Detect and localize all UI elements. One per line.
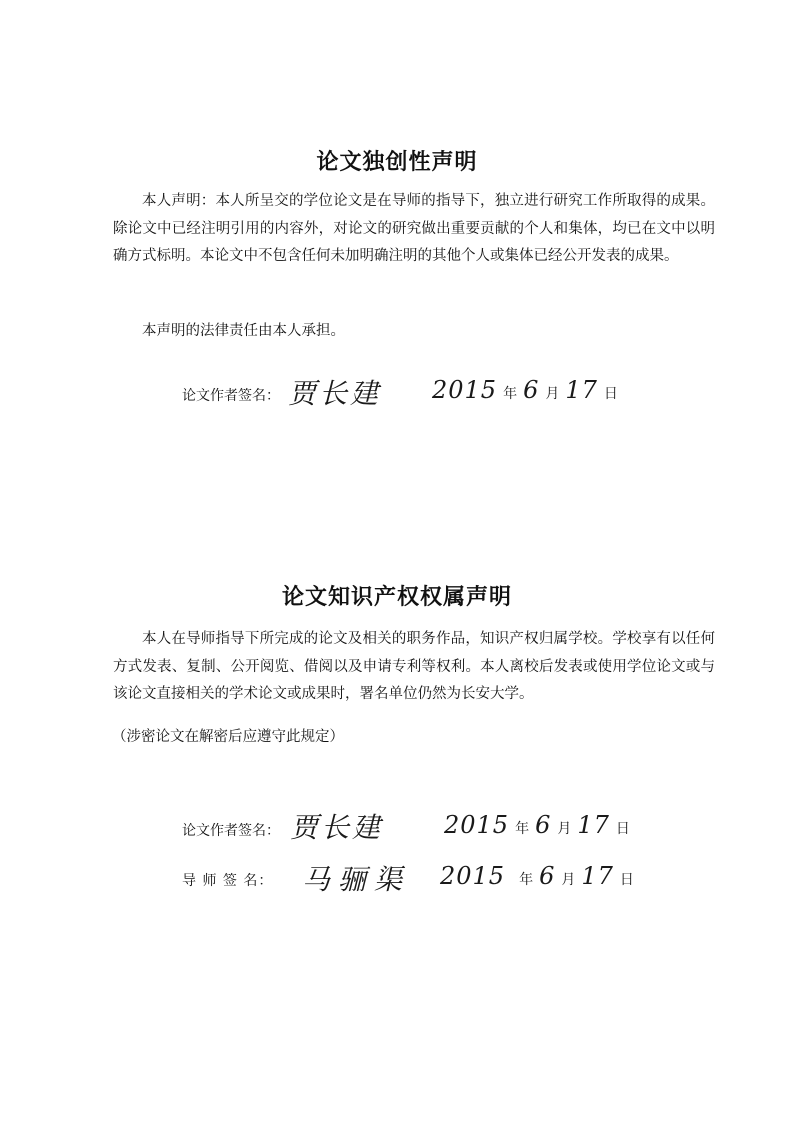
supervisor-signature-label: 导 师 签 名： [182, 873, 274, 889]
date-year: 2015 [444, 811, 510, 839]
date-year-unit: 年 [519, 872, 534, 888]
ip-rights-title: 论文知识产权权属声明 [281, 584, 512, 610]
date-month: 6 [539, 862, 556, 890]
date-day-unit: 日 [619, 872, 634, 888]
date-day: 17 [565, 376, 598, 404]
date-year: 2015 [440, 862, 506, 890]
signature-date [440, 862, 640, 890]
originality-statement: 本人声明：本人所呈交的学位论文是在导师的指导下，独立进行研究工作所取得的成果。除论文中已经注明引用的内容外，对论文的研究做出重要贡献的个人和集体，均已在文中以明确方式标明。本论文中不包含任何未加明确注明的其他个人或集体已经公开发表的成果。 [113, 193, 715, 264]
date-month-unit: 月 [561, 872, 576, 888]
date-month-unit: 月 [557, 821, 572, 837]
originality-title: 论文独创性声明 [316, 149, 478, 175]
date-month: 6 [523, 376, 540, 404]
signature-date [432, 376, 624, 404]
date-month: 6 [535, 811, 552, 839]
date-year-unit: 年 [503, 386, 518, 402]
date-day-unit: 日 [615, 821, 630, 837]
author-handwritten-name: 贾长建 [290, 811, 384, 844]
date-year-unit: 年 [515, 821, 530, 837]
date-day-unit: 日 [603, 386, 618, 402]
author-handwritten-name: 贾长建 [288, 377, 382, 410]
date-day: 17 [577, 811, 610, 839]
date-day: 17 [581, 862, 614, 890]
author-signature-label: 论文作者签名： [182, 388, 280, 404]
ip-rights-statement: 本人在导师指导下所完成的论文及相关的职务作品，知识产权归属学校。学校享有以任何方式发表、复制、公开阅览、借阅以及申请专利等权利。本人离校后发表或使用学位论文或与该论文直接相关的学术论文或成果时，署名单位仍然为长安大学。 [113, 631, 715, 702]
confidential-note: （涉密论文在解密后应遵守此规定） [112, 729, 344, 745]
author-signature-label: 论文作者签名： [182, 823, 280, 839]
supervisor-handwritten-name: 马骊渠 [302, 863, 411, 896]
date-month-unit: 月 [545, 386, 560, 402]
originality-responsibility: 本声明的法律责任由本人承担。 [142, 323, 345, 339]
date-year: 2015 [432, 376, 498, 404]
signature-date [444, 811, 636, 839]
